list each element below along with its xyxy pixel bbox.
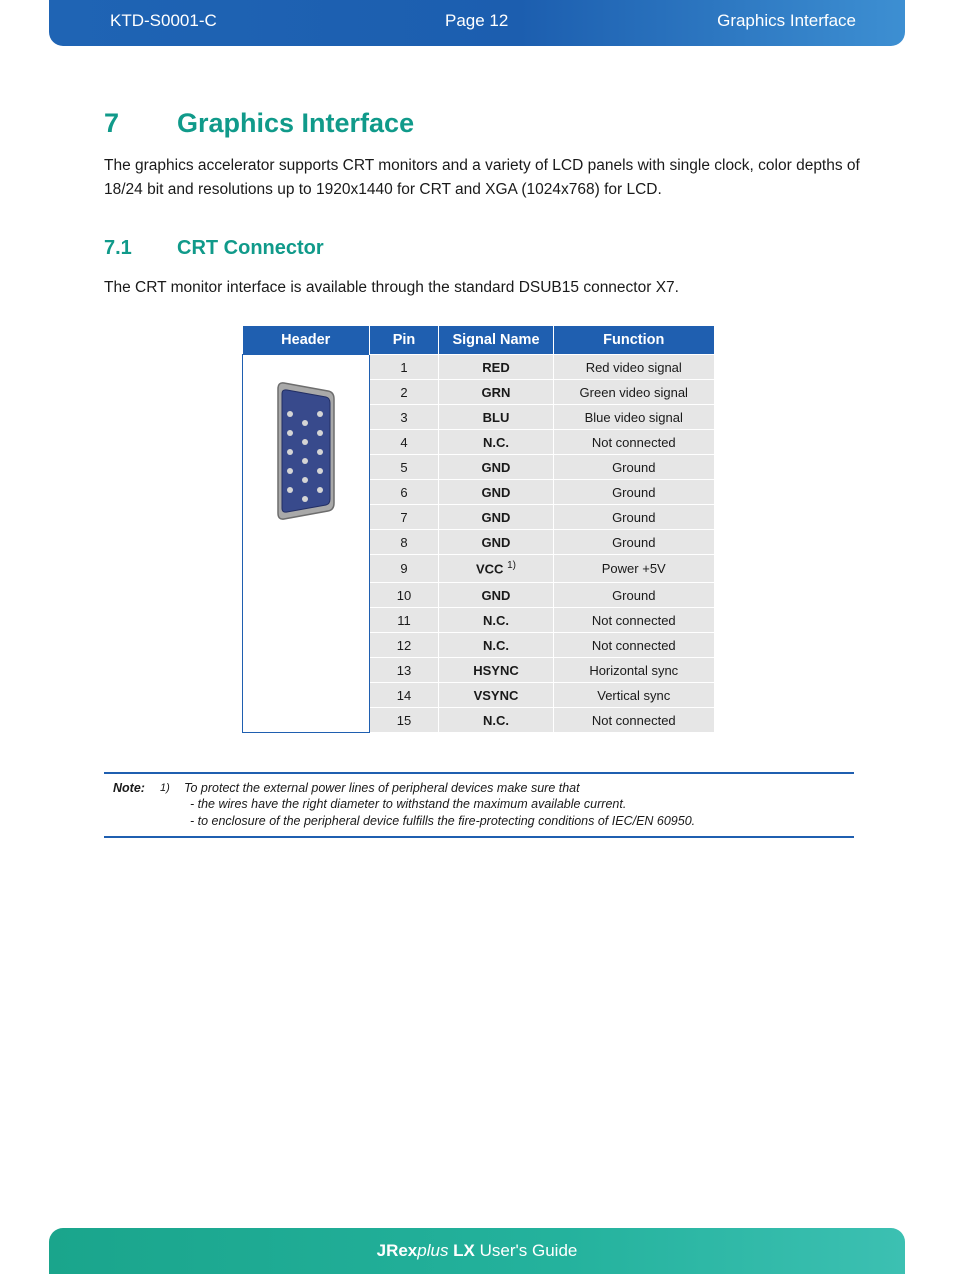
function-cell: Not connected xyxy=(554,708,714,733)
note-line-3: - to enclosure of the peripheral device fulfills the fire-protecting conditions of IEC/EN 60950. xyxy=(190,814,696,828)
chapter-number: 7 xyxy=(104,108,120,138)
connector-image-cell xyxy=(243,355,370,733)
signal-cell: N.C. xyxy=(439,608,554,633)
function-cell: Ground xyxy=(554,455,714,480)
footnote-marker: 1) xyxy=(507,560,516,572)
note-line-2: - the wires have the right diameter to withstand the maximum available current. xyxy=(190,797,627,811)
brand-plus: plus xyxy=(417,1241,449,1260)
note-label: Note: xyxy=(113,781,145,795)
function-cell: Horizontal sync xyxy=(554,658,714,683)
dsub15-connector-icon xyxy=(276,377,336,525)
pin-cell: 8 xyxy=(370,530,439,555)
table-header-row xyxy=(243,326,714,355)
signal-cell: GND xyxy=(439,505,554,530)
pin-cell: 10 xyxy=(370,583,439,608)
function-cell: Vertical sync xyxy=(554,683,714,708)
pin-cell: 1 xyxy=(370,355,439,380)
brand-name: JRex xyxy=(376,1241,418,1260)
crt-pinout-table xyxy=(242,326,714,733)
col-signal-name: Signal Name xyxy=(439,326,554,355)
function-cell: Not connected xyxy=(554,608,714,633)
page-footer xyxy=(49,1228,905,1274)
signal-cell: HSYNC xyxy=(439,658,554,683)
pin-cell: 15 xyxy=(370,708,439,733)
pin-cell: 14 xyxy=(370,683,439,708)
col-pin: Pin xyxy=(370,326,439,355)
pin-cell: 6 xyxy=(370,480,439,505)
function-cell: Blue video signal xyxy=(554,405,714,430)
signal-text: VCC xyxy=(476,561,504,577)
signal-cell: RED xyxy=(439,355,554,380)
signal-cell: BLU xyxy=(439,405,554,430)
chapter-intro: The graphics accelerator supports CRT monitors and a variety of LCD panels with single clock, color depths of 18/24 bit and resolutions up to 1920x1440 for CRT and XGA (1024x768) for LCD. xyxy=(104,157,860,198)
table-row xyxy=(243,355,714,380)
signal-cell: VSYNC xyxy=(439,683,554,708)
pin-cell: 11 xyxy=(370,608,439,633)
function-cell: Ground xyxy=(554,583,714,608)
col-header: Header xyxy=(243,326,370,355)
signal-cell xyxy=(439,555,554,583)
section-title: CRT Connector xyxy=(177,237,324,259)
function-cell: Ground xyxy=(554,505,714,530)
col-function: Function xyxy=(554,326,714,355)
signal-cell: GND xyxy=(439,455,554,480)
signal-cell: N.C. xyxy=(439,633,554,658)
note-line-1: To protect the external power lines of peripheral devices make sure that xyxy=(184,781,580,795)
footnote-box xyxy=(104,772,854,838)
pin-cell: 7 xyxy=(370,505,439,530)
signal-cell: GRN xyxy=(439,380,554,405)
pin-cell: 3 xyxy=(370,405,439,430)
note-marker: 1) xyxy=(160,782,170,794)
function-cell: Ground xyxy=(554,530,714,555)
pin-cell: 13 xyxy=(370,658,439,683)
function-cell: Ground xyxy=(554,480,714,505)
signal-cell: N.C. xyxy=(439,708,554,733)
header-section-title: Graphics Interface xyxy=(717,11,856,30)
doc-id: KTD-S0001-C xyxy=(110,11,217,30)
section-number: 7.1 xyxy=(104,237,132,259)
function-cell: Red video signal xyxy=(554,355,714,380)
page-number: Page 12 xyxy=(445,11,509,30)
section-text: The CRT monitor interface is available through the standard DSUB15 connector X7. xyxy=(104,279,679,296)
brand-model: LX xyxy=(448,1241,475,1260)
function-cell: Green video signal xyxy=(554,380,714,405)
signal-cell: N.C. xyxy=(439,430,554,455)
function-cell: Not connected xyxy=(554,633,714,658)
pin-cell: 4 xyxy=(370,430,439,455)
signal-cell: GND xyxy=(439,480,554,505)
function-cell: Power +5V xyxy=(554,555,714,583)
function-cell: Not connected xyxy=(554,430,714,455)
signal-cell: GND xyxy=(439,530,554,555)
pin-cell: 5 xyxy=(370,455,439,480)
chapter-title: Graphics Interface xyxy=(177,108,415,138)
page-header xyxy=(49,0,905,46)
section-heading xyxy=(104,237,324,260)
chapter-heading xyxy=(104,108,414,139)
signal-cell: GND xyxy=(439,583,554,608)
pin-cell: 9 xyxy=(370,555,439,583)
pin-cell: 2 xyxy=(370,380,439,405)
pin-cell: 12 xyxy=(370,633,439,658)
guide-label: User's Guide xyxy=(474,1241,578,1260)
footer-title xyxy=(49,1241,905,1261)
